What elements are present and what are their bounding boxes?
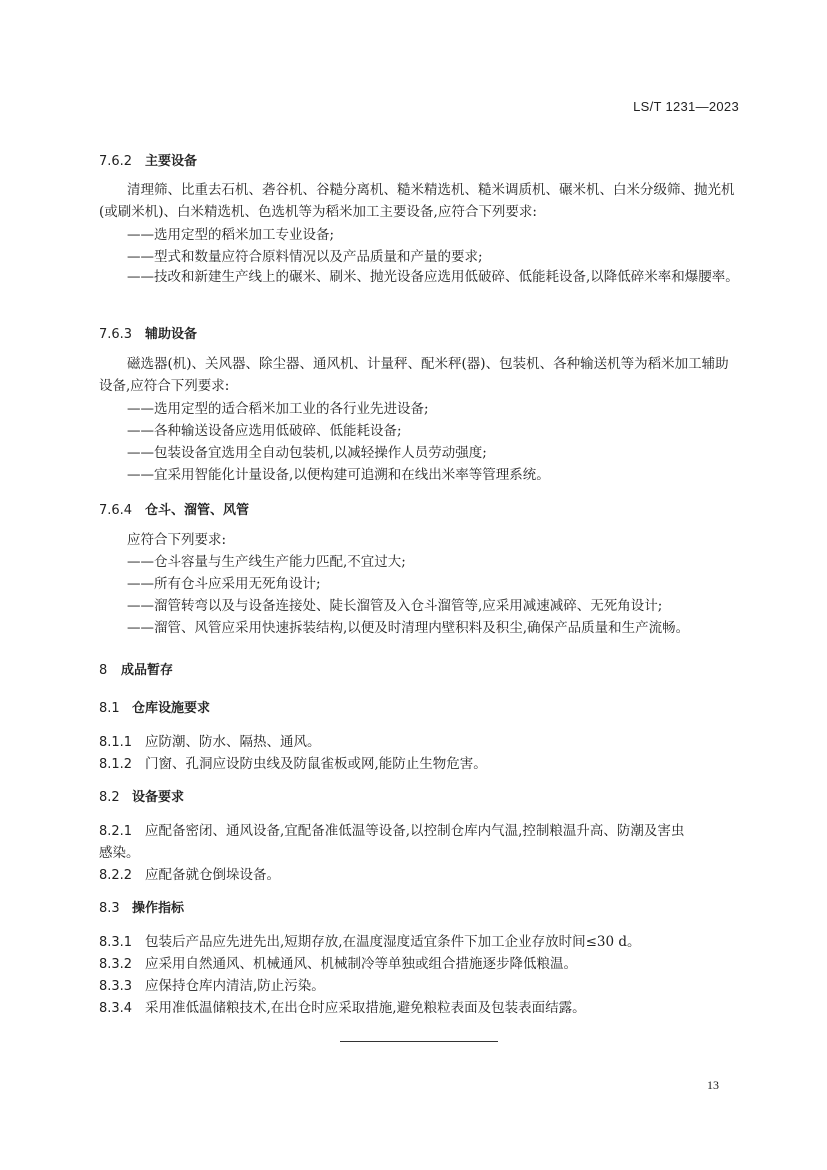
clause-text: 应防潮、防水、隔热、通风。 xyxy=(145,734,321,750)
end-rule xyxy=(340,1041,498,1042)
clause-8-3-3 xyxy=(99,974,325,994)
standard-code: LS/T 1231—2023 xyxy=(633,99,739,114)
clause-8-3-1 xyxy=(99,930,641,950)
section-heading-8 xyxy=(99,659,173,678)
list-item: ——技改和新建生产线上的碾米、刷米、抛光设备应选用低破碎、低能耗设备,以降低碎米率和爆腰率。 xyxy=(127,269,739,285)
section-number: 8.1 xyxy=(99,701,120,716)
clause-number: 8.3.4 xyxy=(99,1001,133,1016)
list-item: ——溜管、风管应采用快速拆装结构,以便及时清理内壁积料及积尘,确保产品质量和生产流畅。 xyxy=(127,620,690,636)
list-item: ——溜管转弯以及与设备连接处、陡长溜管及入仓斗溜管等,应采用减速减碎、无死角设计; xyxy=(127,598,663,614)
clause-number: 8.3.3 xyxy=(99,979,133,994)
section-title: 设备要求 xyxy=(132,790,185,805)
section-heading-8-3 xyxy=(99,897,184,916)
clause-8-2-1-continued: 感染。 xyxy=(99,845,140,861)
clause-8-1-2 xyxy=(99,752,487,772)
list-item: ——型式和数量应符合原料情况以及产品质量和产量的要求; xyxy=(127,249,483,265)
section-title: 操作指标 xyxy=(132,901,185,916)
section-number: 8 xyxy=(99,663,108,678)
clause-8-3-2 xyxy=(99,952,577,972)
section-heading-7-6-4 xyxy=(99,499,249,518)
section-heading-7-6-3 xyxy=(99,323,197,342)
clause-text: 门窗、孔洞应设防虫线及防鼠雀板或网,能防止生物危害。 xyxy=(145,756,487,772)
clause-number: 8.1.2 xyxy=(99,757,133,772)
section-title: 仓库设施要求 xyxy=(132,701,211,716)
clause-8-3-4 xyxy=(99,996,586,1016)
list-item: ——仓斗容量与生产线生产能力匹配,不宜过大; xyxy=(127,554,406,570)
paragraph: 应符合下列要求: xyxy=(127,532,227,548)
clause-text: 应保持仓库内清洁,防止污染。 xyxy=(145,978,325,994)
list-item: ——包装设备宜选用全自动包装机,以减轻操作人员劳动强度; xyxy=(127,445,487,461)
clause-text: 采用准低温储粮技术,在出仓时应采取措施,避免粮粒表面及包装表面结露。 xyxy=(145,1000,586,1016)
clause-number: 8.1.1 xyxy=(99,735,133,750)
section-title: 仓斗、溜管、风管 xyxy=(145,503,250,518)
clause-text: 应配备就仓倒垛设备。 xyxy=(145,867,280,883)
list-item: ——各种输送设备应选用低破碎、低能耗设备; xyxy=(127,423,402,439)
clause-text: 应配备密闭、通风设备,宜配备准低温等设备,以控制仓库内气温,控制粮温升高、防潮及害虫 xyxy=(145,823,685,839)
paragraph: 磁选器(机)、关风器、除尘器、通风机、计量秤、配米秤(器)、包装机、各种输送机等为稻米加工辅助设备,应符合下列要求: xyxy=(99,356,729,394)
clause-number: 8.3.2 xyxy=(99,957,133,972)
clause-number: 8.2.1 xyxy=(99,824,133,839)
clause-number: 8.3.1 xyxy=(99,935,133,950)
section-title: 成品暂存 xyxy=(121,663,174,678)
section-number: 8.2 xyxy=(99,790,120,805)
section-title: 主要设备 xyxy=(145,154,198,169)
section-number: 7.6.2 xyxy=(99,154,133,169)
paragraph: 清理筛、比重去石机、砻谷机、谷糙分离机、糙米精选机、糙米调质机、碾米机、白米分级筛、抛光机(或刷米机)、白米精选机、色选机等为稻米加工主要设备,应符合下列要求: xyxy=(99,182,735,220)
section-number: 7.6.3 xyxy=(99,327,133,342)
list-item: ——宜采用智能化计量设备,以便构建可追溯和在线出米率等管理系统。 xyxy=(127,467,550,483)
section-title: 辅助设备 xyxy=(145,327,198,342)
clause-8-2-1 xyxy=(99,819,684,839)
list-item: ——选用定型的稻米加工专业设备; xyxy=(127,227,335,243)
clause-text: 包装后产品应先进先出,短期存放,在温度湿度适宜条件下加工企业存放时间≤30 d。 xyxy=(145,934,641,950)
list-item: ——所有仓斗应采用无死角设计; xyxy=(127,576,321,592)
clause-number: 8.2.2 xyxy=(99,868,133,883)
clause-8-2-2 xyxy=(99,863,280,883)
clause-text: 应采用自然通风、机械通风、机械制冷等单独或组合措施逐步降低粮温。 xyxy=(145,956,577,972)
section-heading-8-2 xyxy=(99,786,184,805)
section-number: 8.3 xyxy=(99,901,120,916)
clause-8-1-1 xyxy=(99,730,321,750)
list-item: ——选用定型的适合稻米加工业的各行业先进设备; xyxy=(127,401,429,417)
section-heading-8-1 xyxy=(99,697,210,716)
section-number: 7.6.4 xyxy=(99,503,133,518)
page-number: 13 xyxy=(707,1078,719,1092)
section-heading-7-6-2 xyxy=(99,150,197,169)
